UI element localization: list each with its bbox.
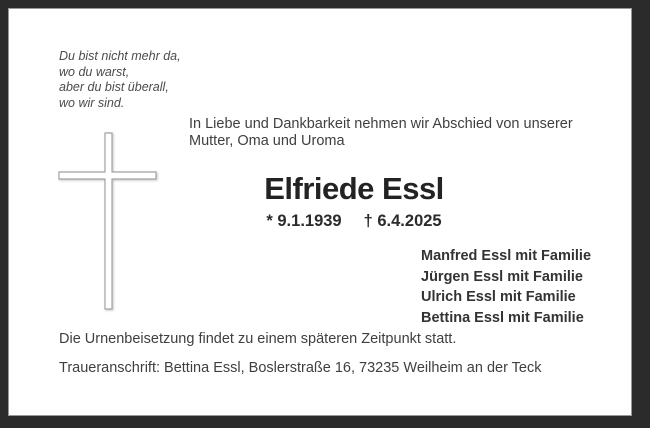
mourners-list xyxy=(421,246,591,328)
poem-line: Du bist nicht mehr da, xyxy=(59,49,181,63)
mourning-address: Traueranschrift: Bettina Essl, Boslerstraße 16, 73235 Weilheim an der Teck xyxy=(59,360,542,376)
obituary-card xyxy=(8,8,632,416)
life-dates xyxy=(189,212,519,230)
death-date: † 6.4.2025 xyxy=(363,212,442,230)
mourner-line: Bettina Essl mit Familie xyxy=(421,309,584,326)
poem xyxy=(59,49,181,111)
intro-line: Mutter, Oma und Uroma xyxy=(189,132,345,149)
mourner-line: Jürgen Essl mit Familie xyxy=(421,268,583,285)
mourner-line: Manfred Essl mit Familie xyxy=(421,248,592,264)
christian-cross-icon xyxy=(58,132,158,312)
intro-line: In Liebe und Dankbarkeit nehmen wir Abschied von unserer xyxy=(189,116,573,132)
mourner-line: Ulrich Essl mit Familie xyxy=(421,289,576,305)
burial-note: Die Urnenbeisetzung findet zu einem späteren Zeitpunkt statt. xyxy=(59,331,457,347)
deceased-name: Elfriede Essl xyxy=(264,171,444,206)
birth-date: * 9.1.1939 xyxy=(266,212,342,230)
poem-line: aber du bist überall, xyxy=(59,80,169,94)
intro-text xyxy=(189,116,573,149)
poem-line: wo du warst, xyxy=(59,64,130,79)
poem-line: wo wir sind. xyxy=(59,95,125,110)
